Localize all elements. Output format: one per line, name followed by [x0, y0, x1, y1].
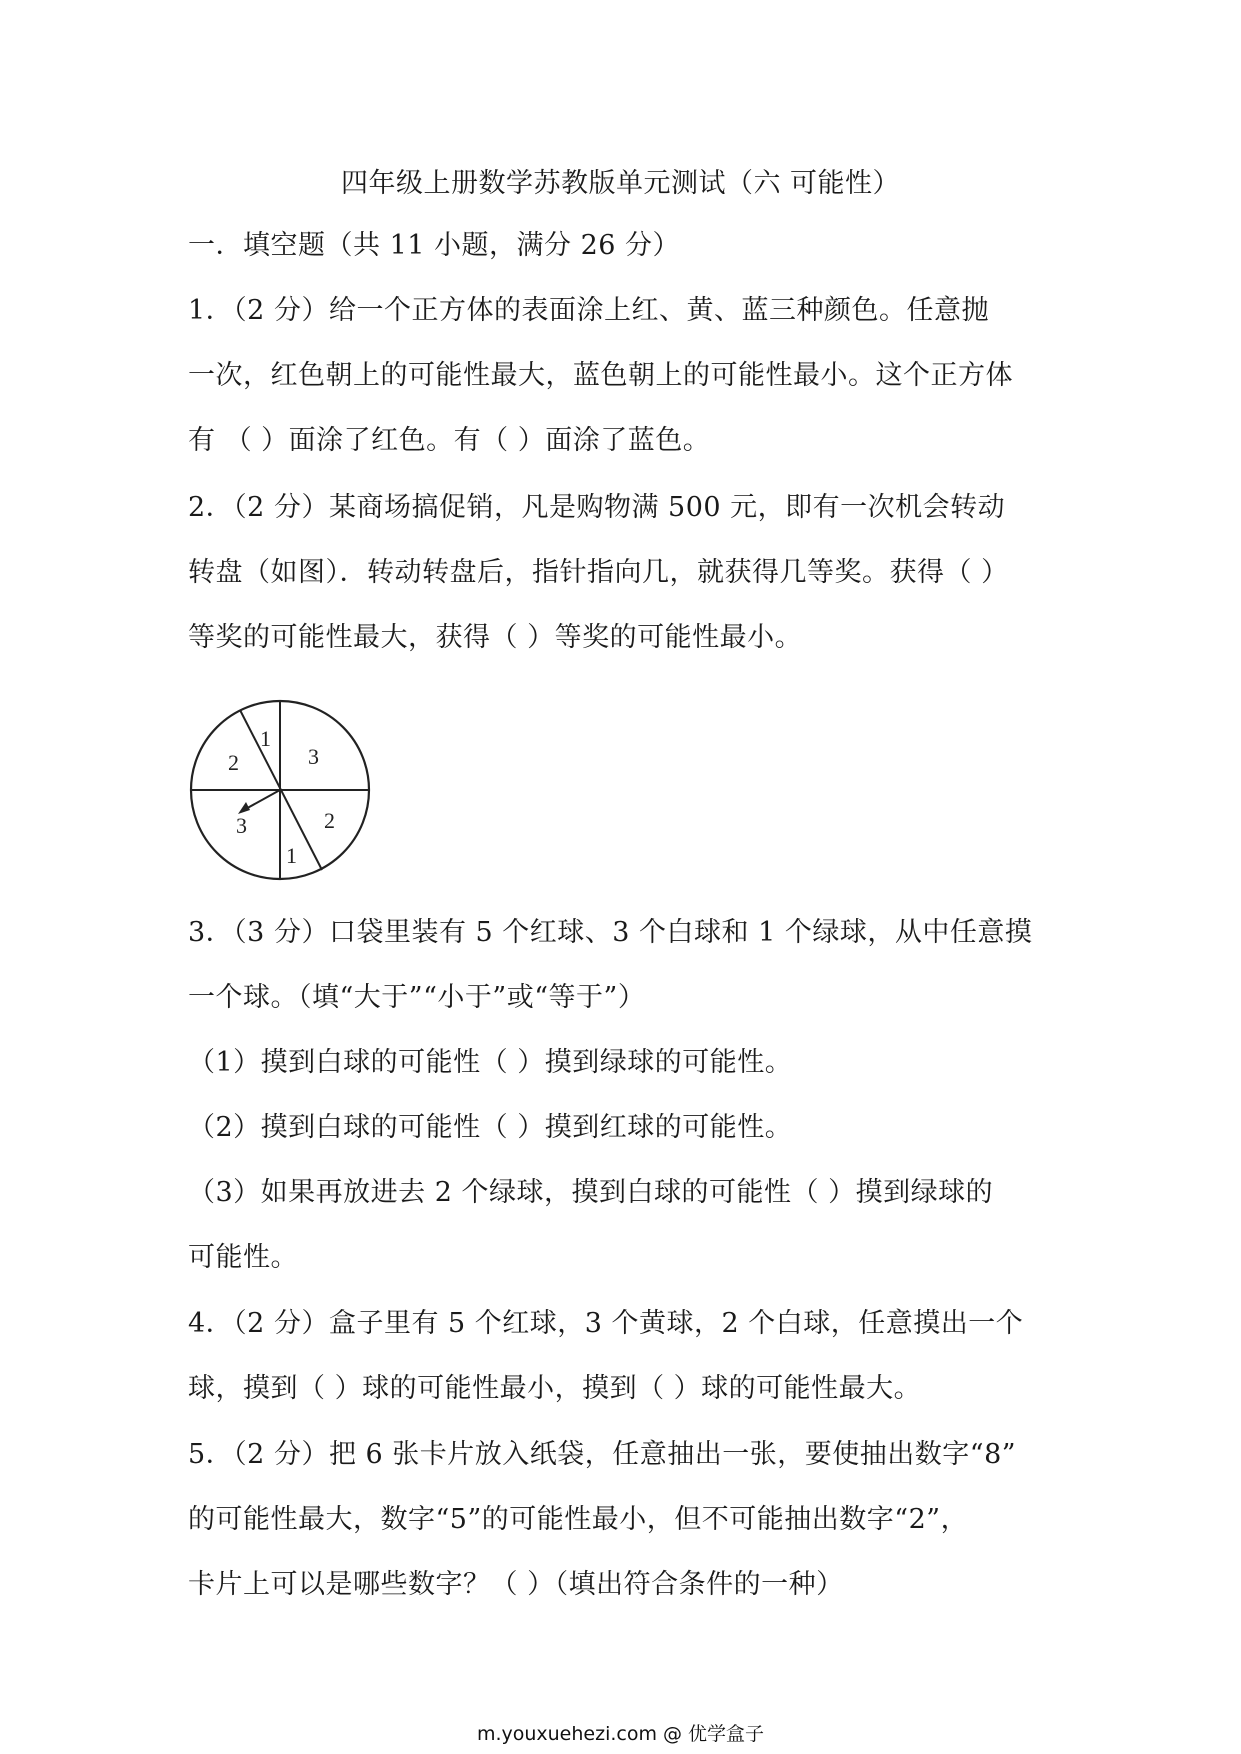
q3-sub1: （1）摸到白球的可能性（ ）摸到绿球的可能性。 — [188, 1047, 793, 1078]
footer-source: m.youxuehezi.com @ 优学盒子 — [476, 1723, 765, 1745]
q3-sub3: （3）如果再放进去 2 个绿球，摸到白球的可能性（ ）摸到绿球的 — [188, 1177, 994, 1208]
q1-line1: 1．（2 分）给一个正方体的表面涂上红、黄、蓝三种颜色。任意抛 — [188, 295, 989, 326]
page-title: 四年级上册数学苏教版单元测试（六 可能性） — [340, 168, 901, 199]
q3-line2: 一个球。（填“大于”“小于”或“等于”） — [188, 982, 646, 1013]
spinner-label-left-upper: 2 — [228, 750, 239, 775]
spinner-figure — [188, 698, 372, 882]
q3-line1: 3．（3 分）口袋里装有 5 个红球、3 个白球和 1 个绿球，从中任意摸 — [188, 917, 1033, 948]
spinner-label-right-upper: 3 — [308, 744, 319, 769]
q4-line1: 4．（2 分）盒子里有 5 个红球，3 个黄球，2 个白球，任意摸出一个 — [188, 1308, 1024, 1339]
spinner-label-bottom-small: 1 — [286, 843, 297, 868]
q5-line3: 卡片上可以是哪些数字？（ ）（填出符合条件的一种） — [188, 1569, 844, 1600]
q4-line2: 球，摸到（ ）球的可能性最小，摸到（ ）球的可能性最大。 — [188, 1373, 922, 1404]
q3-sub2: （2）摸到白球的可能性（ ）摸到红球的可能性。 — [188, 1112, 793, 1143]
q5-line1: 5．（2 分）把 6 张卡片放入纸袋，任意抽出一张，要使抽出数字“8” — [188, 1439, 1017, 1470]
q3-sub3b: 可能性。 — [188, 1242, 298, 1273]
q1-line3: 有 （ ）面涂了红色。有（ ）面涂了蓝色。 — [188, 425, 711, 456]
q2-line2: 转盘（如图）．转动转盘后，指针指向几，就获得几等奖。获得（ ） — [188, 557, 1009, 588]
spinner-label-top-small: 1 — [260, 726, 271, 751]
q1-line2: 一次，红色朝上的可能性最大，蓝色朝上的可能性最小。这个正方体 — [188, 360, 1013, 391]
q2-line3: 等奖的可能性最大，获得（ ）等奖的可能性最小。 — [188, 622, 803, 653]
section-heading: 一．填空题（共 11 小题，满分 26 分） — [188, 230, 681, 261]
q5-line2: 的可能性最大，数字“5”的可能性最小，但不可能抽出数字“2”， — [188, 1504, 969, 1535]
spinner-label-right-lower: 2 — [324, 808, 335, 833]
spinner-label-left-lower: 3 — [236, 813, 247, 838]
q2-line1: 2．（2 分）某商场搞促销，凡是购物满 500 元，即有一次机会转动 — [188, 492, 1006, 523]
